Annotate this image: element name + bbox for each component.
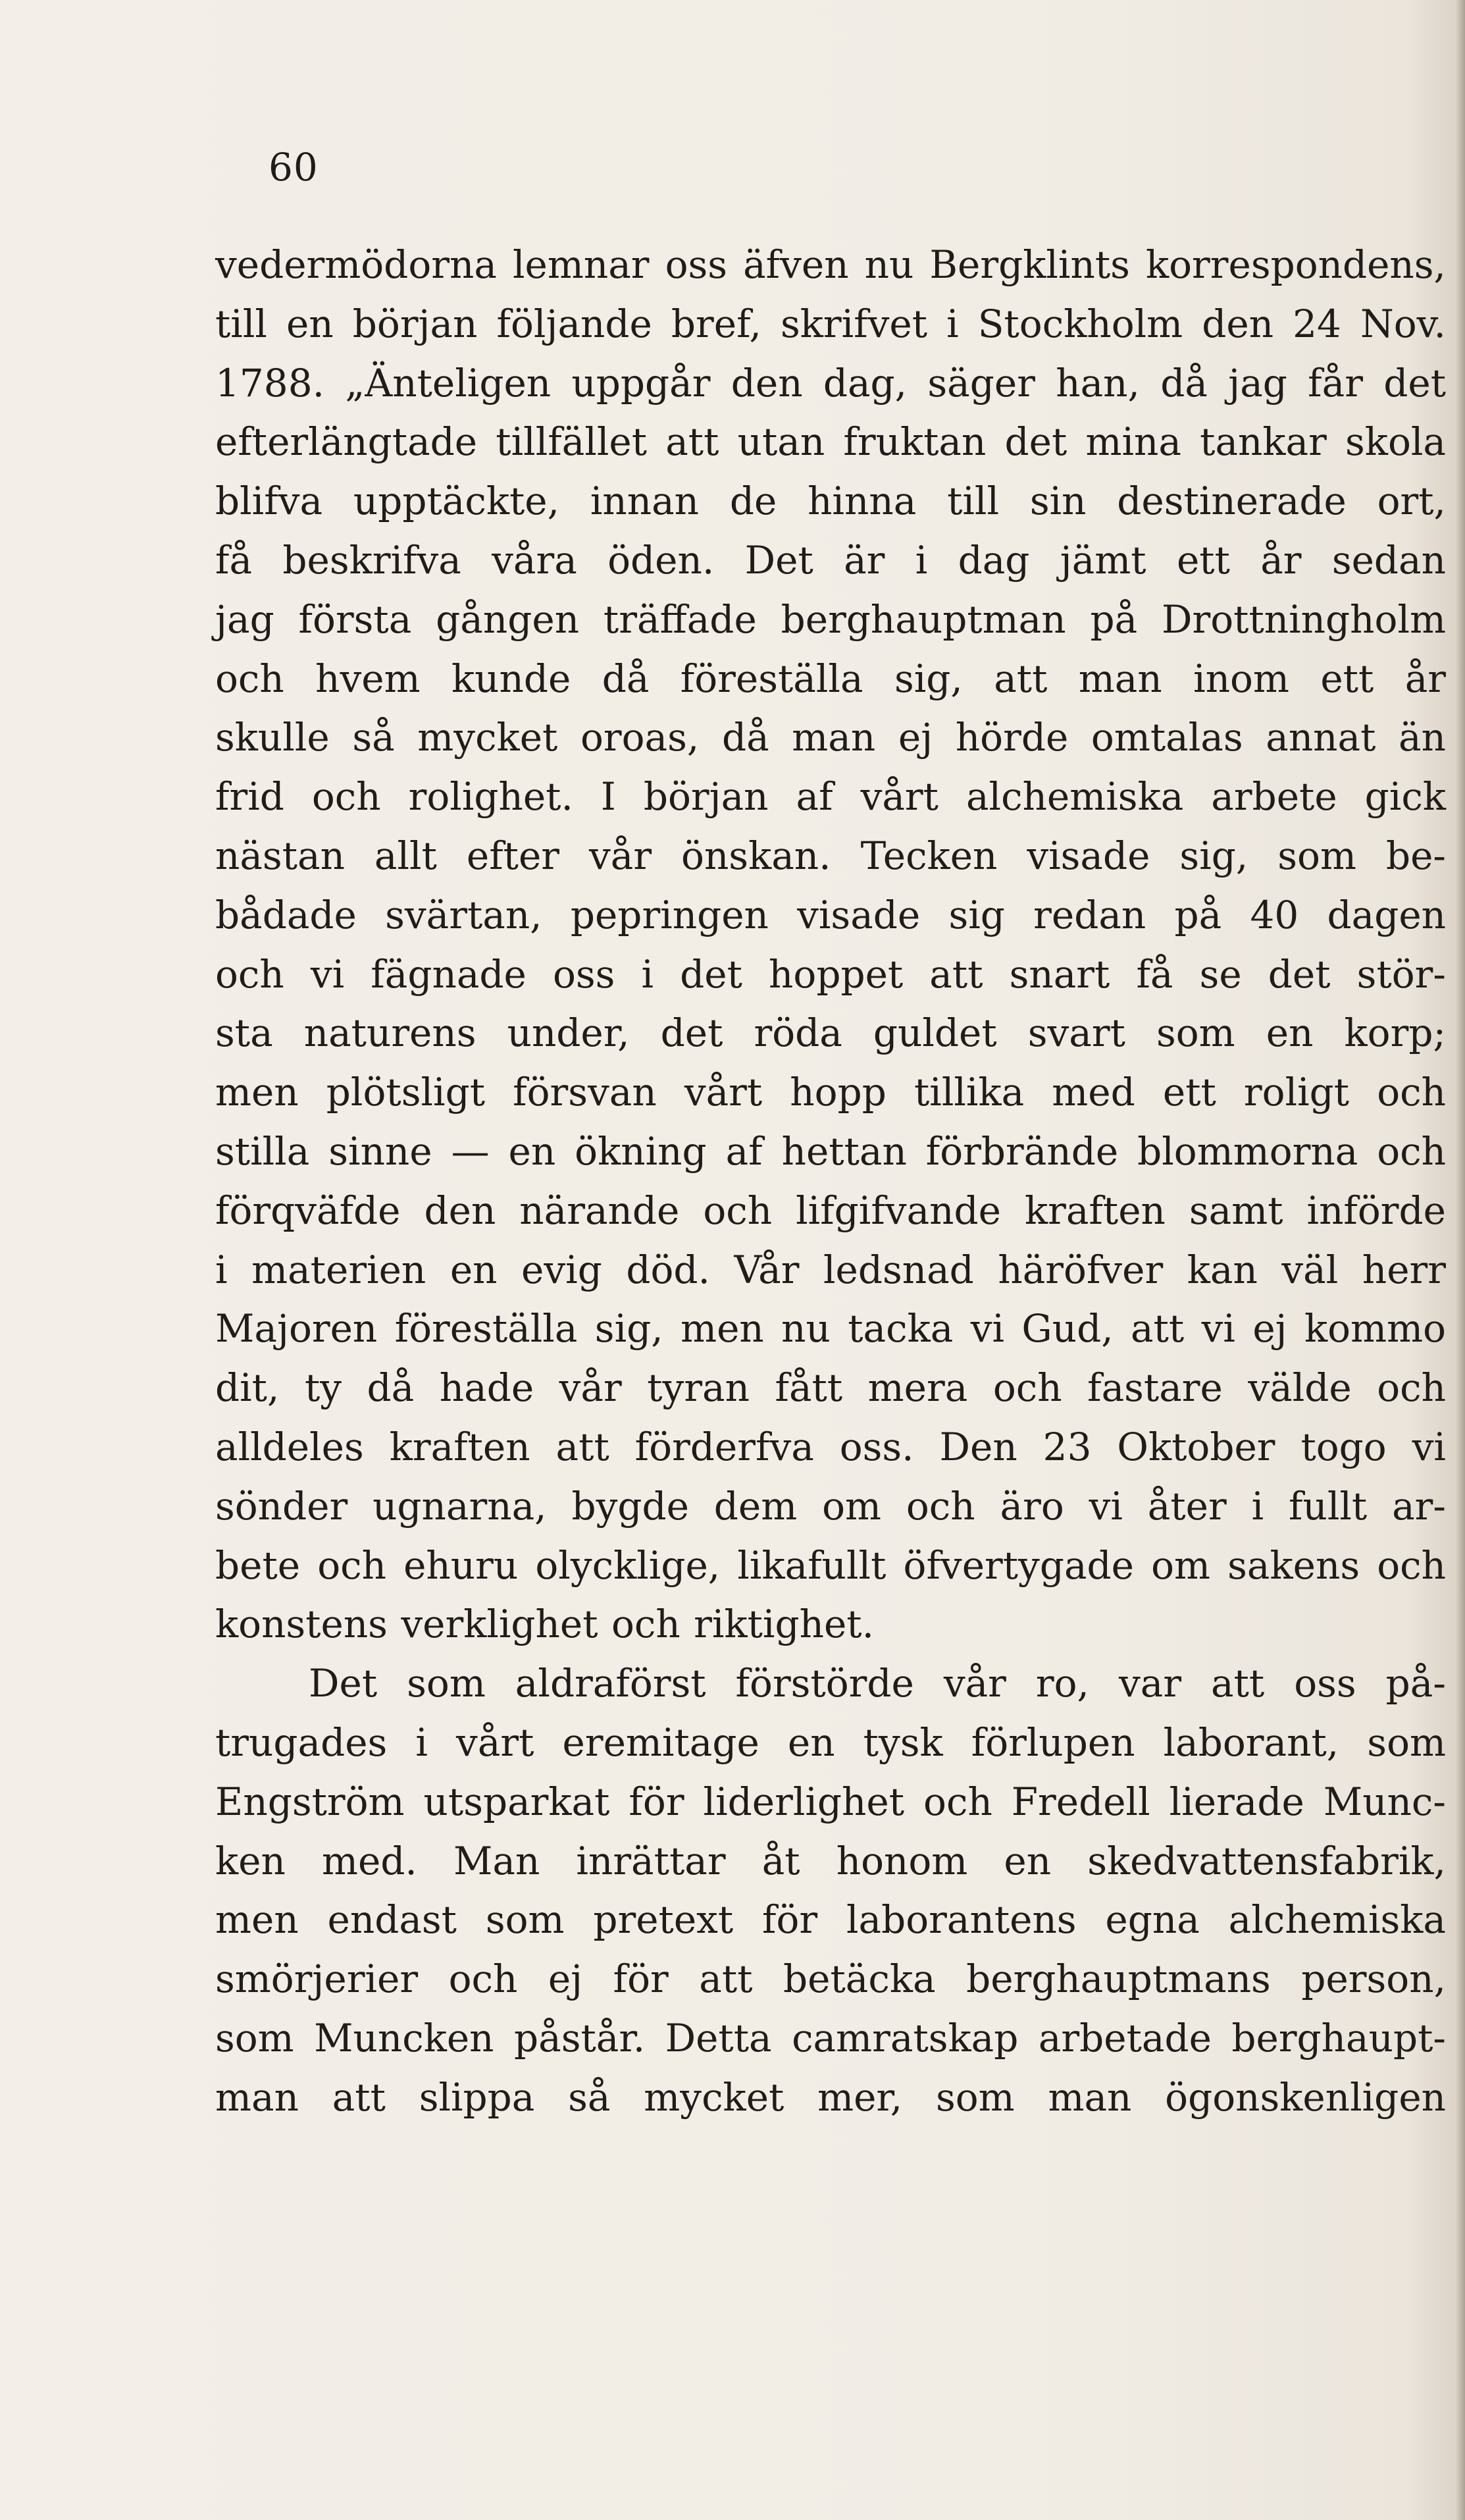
text-line: i materien en evig död. Vår ledsnad häröfver kan väl herr bbox=[215, 1247, 1446, 1292]
text-line: Majoren föreställa sig, men nu tacka vi Gud, att vi ej kommo bbox=[215, 1306, 1446, 1352]
text-line: ken med. Man inrättar åt honom en skedvattensfabrik, bbox=[215, 1838, 1446, 1883]
text-line: blifva upptäckte, innan de hinna till sin destinerade ort, bbox=[215, 479, 1446, 524]
text-line: bådade svärtan, pepringen visade sig redan på 40 dagen bbox=[215, 892, 1446, 937]
text-line: nästan allt efter vår önskan. Tecken visade sig, som be- bbox=[215, 833, 1446, 878]
text-line: stilla sinne — en ökning af hettan förbrände blommorna och bbox=[215, 1128, 1446, 1174]
text-line: alldeles kraften att förderfva oss. Den 23 Oktober togo vi bbox=[215, 1424, 1446, 1469]
paragraph-end-line: konstens verklighet och riktighet. bbox=[215, 1602, 875, 1647]
text-line: man att slippa så mycket mer, som man ögonskenligen bbox=[215, 2074, 1446, 2120]
text-line: 1788. „Änteligen uppgår den dag, säger han, då jag får det bbox=[215, 360, 1446, 406]
text-line: bete och ehuru olycklige, likafullt öfvertygade om sakens och bbox=[215, 1542, 1446, 1588]
text-line: Engström utsparkat för liderlighet och Fredell lierade Munc- bbox=[215, 1779, 1446, 1824]
text-line: skulle så mycket oroas, då man ej hörde omtalas annat än bbox=[215, 715, 1446, 760]
text-line: sönder ugnarna, bygde dem om och äro vi åter i fullt ar- bbox=[215, 1483, 1446, 1529]
text-line: sta naturens under, det röda guldet svart som en korp; bbox=[215, 1011, 1446, 1056]
paragraph-start-line: Det som aldraförst förstörde vår ro, var att oss på- bbox=[309, 1661, 1446, 1706]
text-line: och hvem kunde då föreställa sig, att man inom ett år bbox=[215, 656, 1446, 701]
text-line: jag första gången träffade berghauptman på Drottningholm bbox=[215, 596, 1446, 642]
text-line: förqväfde den närande och lifgifvande kraften samt införde bbox=[215, 1188, 1446, 1233]
text-line: trugades i vårt eremitage en tysk förlupen laborant, som bbox=[215, 1719, 1446, 1765]
text-line: till en början följande bref, skrifvet i Stockholm den 24 Nov. bbox=[215, 301, 1446, 346]
text-line: efterlängtade tillfället att utan fruktan det mina tankar skola bbox=[215, 419, 1446, 465]
text-line: men endast som pretext för laborantens egna alchemiska bbox=[215, 1897, 1446, 1943]
text-line: få beskrifva våra öden. Det är i dag jämt ett år sedan bbox=[215, 537, 1446, 583]
page-edge-shadow bbox=[1456, 0, 1465, 2520]
page-number: 60 bbox=[269, 145, 319, 190]
text-line: dit, ty då hade vår tyran fått mera och fastare välde och bbox=[215, 1365, 1446, 1411]
text-line: frid och rolighet. I början af vårt alchemiska arbete gick bbox=[215, 774, 1446, 820]
text-line: vedermödorna lemnar oss äfven nu Bergklints korrespondens, bbox=[215, 242, 1446, 287]
text-line: som Muncken påstår. Detta camratskap arbetade berghaupt- bbox=[215, 2015, 1446, 2061]
body-text bbox=[215, 236, 1446, 2128]
text-line: och vi fägnade oss i det hoppet att snart få se det stör- bbox=[215, 951, 1446, 997]
text-line: men plötsligt försvan vårt hopp tillika med ett roligt och bbox=[215, 1070, 1446, 1115]
text-line: smörjerier och ej för att betäcka berghauptmans person, bbox=[215, 1956, 1446, 2002]
